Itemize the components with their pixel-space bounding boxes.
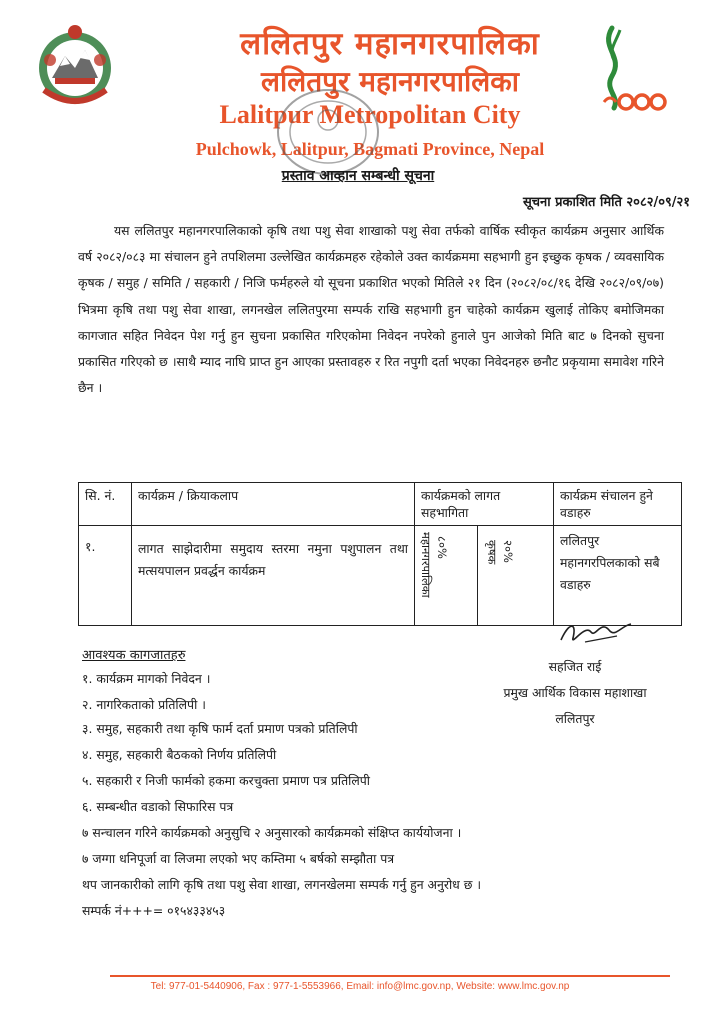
header-title-english: Lalitpur Metropolitan City bbox=[219, 100, 521, 129]
notice-title: प्रस्ताव आव्हान सम्बन्धी सूचना bbox=[281, 168, 435, 184]
signatory-place: ललितपुर bbox=[555, 711, 595, 726]
list-item: ३. समुह, सहकारी तथा कृषि फार्म दर्ता प्रमाण पत्रको प्रतिलिपी bbox=[82, 721, 358, 736]
table-row bbox=[79, 526, 682, 626]
header-sn: सि. नं. bbox=[79, 483, 132, 526]
contact-note: थप जानकारीको लागि कृषि तथा पशु सेवा शाखा, लगनखेलमा सम्पर्क गर्नु हुन अनुरोध छ । bbox=[82, 877, 482, 892]
list-item: २. नागरिकताको प्रतिलिपी । bbox=[82, 697, 206, 712]
cost2-label: कृषक bbox=[485, 540, 499, 565]
signatory-name: सहजित राई bbox=[548, 659, 602, 674]
notice-body: यस ललितपुर महानगरपालिकाको कृषि तथा पशु सेवा शाखाको पशु सेवा तर्फको वार्षिक स्वीकृत कार्यक्रम अनुसार आर्थिक वर्ष २०८२/०८३ मा संचालन हुने तपशिलमा उल्लेखित कार्यक्रमहरु रहेकोले उक्त कार्यक्रममा सहभागी हुन इच्छुक कृषक / व्यवसायिक कृषक / समुह / समिति / सहकारी / निजि फर्महरुले यो सूचना प्रकाशित भएको मितिले २१ दिन (२०८२/०८/१६ देखि २०८२/०९/०७) भित्रमा कृषि तथा पशु सेवा शाखा, लगनखेल ललितपुरमा सम्पर्क राखि सहभागी हुन चाहेको कार्यक्रम खुलाई तोकिए बमोजिमका कागजात सहित निवेदन पेश गर्नु हुन सुचना प्रकासित गरिएकोमा निवेदन नपरेको हुनाले पुन आजेको मिति बाट ७ दिनको सुचना प्रकासित गरिएको छ ।साथै म्याद नाघि प्राप्त हुन आएका प्रस्तावहरु र रित नपुगी दर्ता भएका निवेदनहरु छनौट प्रकृयामा समावेश गरिने छैन । bbox=[78, 223, 664, 396]
list-item: ७ जग्गा धनिपूर्जा वा लिजमा लएको भए कम्तिमा ५ बर्षको सम्झौता पत्र bbox=[82, 851, 395, 866]
program-table bbox=[78, 482, 682, 626]
row-program: लागत साझेदारीमा समुदाय स्तरमा नमुना पशुपालन तथा मत्सयपालन प्रवर्द्धन कार्यक्रम bbox=[132, 526, 415, 626]
header-title-nepali-calligraphic: ललितपुर महानगरपालिका bbox=[260, 65, 520, 98]
cost1-label: महानगरपालिका bbox=[419, 532, 433, 598]
signature-icon bbox=[555, 612, 635, 656]
notice-date: सूचना प्रकाशित मिति २०८२/०९/२१ bbox=[522, 195, 690, 210]
list-item: १. कार्यक्रम मागको निवेदन । bbox=[82, 671, 211, 686]
row-cost-sharing bbox=[415, 526, 554, 626]
list-item: ४. समुह, सहकारी बैठकको निर्णय प्रतिलिपी bbox=[82, 747, 277, 762]
list-item: ७ सन्चालन गरिने कार्यक्रमको अनुसुचि २ अनुसारको कार्यक्रमको संक्षिप्त कार्ययोजना । bbox=[82, 825, 462, 840]
nepal-emblem-icon bbox=[30, 20, 120, 114]
cost1-value: ८०% bbox=[435, 536, 449, 559]
list-item: ६. सम्बन्धीत वडाको सिफारिस पत्र bbox=[82, 799, 234, 814]
header-cost-sharing: कार्यक्रमको लागत सहभागिता bbox=[415, 483, 554, 526]
row-wards: ललितपुर महानगरपिलकाको सबै वडाहरु bbox=[554, 526, 682, 626]
footer-divider bbox=[110, 975, 670, 977]
header-title-nepali: ललितपुर महानगरपालिका bbox=[240, 26, 540, 62]
requirements-title: आवश्यक कागजातहरु bbox=[82, 648, 186, 663]
table-header-row bbox=[79, 483, 682, 526]
header-wards: कार्यक्रम संचालन हुने वडाहरु bbox=[554, 483, 682, 526]
list-item: ५. सहकारी र निजी फार्मको हकमा करचुक्ता प्रमाण पत्र प्रतिलिपी bbox=[82, 773, 371, 788]
header-program: कार्यक्रम / क्रियाकलाप bbox=[132, 483, 415, 526]
contact-number: सम्पर्क नं+++= ०१५४३३४५३ bbox=[82, 903, 226, 918]
signatory-post: प्रमुख आर्थिक विकास महाशाखा bbox=[503, 685, 647, 700]
footer-contact: Tel: 977-01-5440906, Fax : 977-1-5553966, Email: info@lmc.gov.np, Website: www.lmc.gov.np bbox=[150, 981, 570, 992]
lmc-logo-icon bbox=[590, 20, 670, 119]
row-sn: १. bbox=[79, 526, 132, 626]
cost2-value: २०% bbox=[501, 540, 515, 563]
header-address: Pulchowk, Lalitpur, Bagmati Province, Nepal bbox=[195, 139, 545, 159]
